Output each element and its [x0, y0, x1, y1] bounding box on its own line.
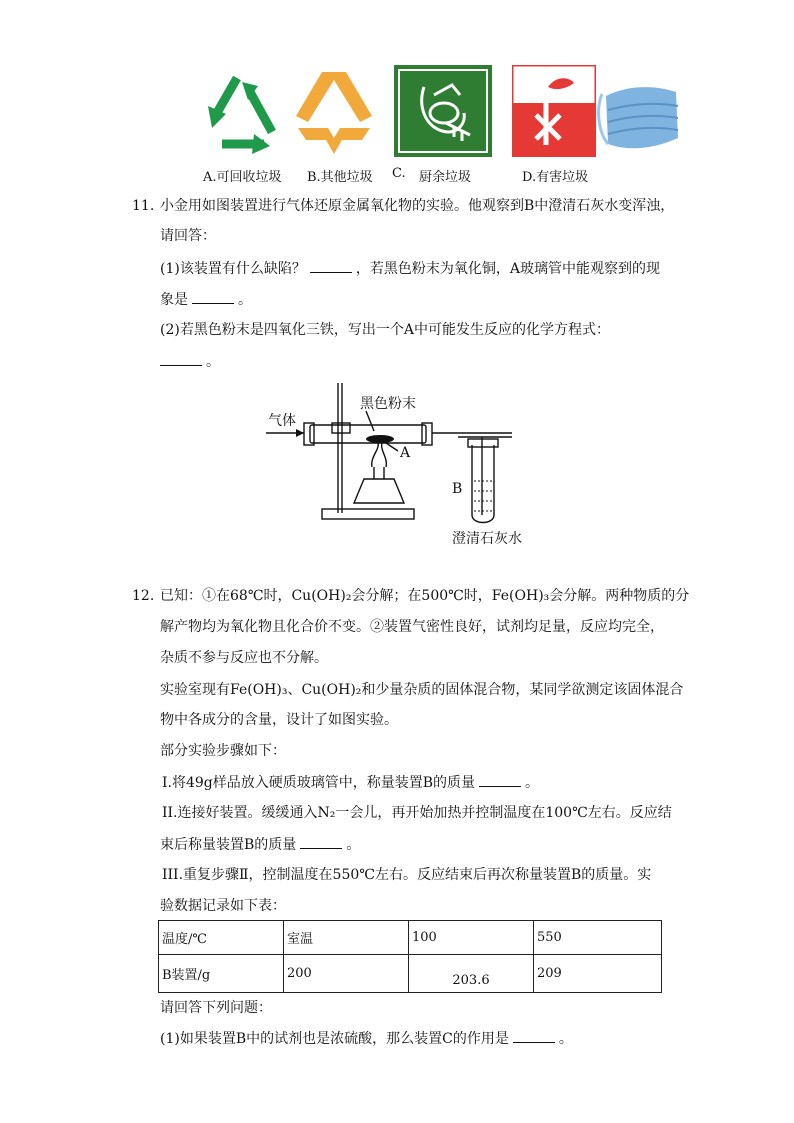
hazardous-waste-icon — [512, 65, 596, 157]
data-table — [158, 920, 662, 993]
q11-part1-line — [160, 258, 660, 279]
label-gas: 气体 — [268, 413, 296, 429]
face-mask-image — [596, 78, 682, 158]
answer-blank[interactable] — [513, 1028, 555, 1043]
table-cell: B装置/g — [159, 955, 284, 993]
q12-steps-heading: 部分实验步骤如下： — [160, 743, 286, 759]
label-black-powder: 黑色粉末 — [360, 396, 416, 412]
label-b: B — [452, 481, 463, 497]
table-cell: 209 — [534, 955, 662, 993]
table-row — [159, 921, 662, 955]
q12-step3-line1: III.重复步骤Ⅱ，控制温度在550℃左右。反应结束后再次称量装置B的质量。实 — [162, 867, 652, 883]
q12-step3-line2: 验数据记录如下表： — [160, 898, 286, 914]
table-cell: 温度/℃ — [159, 921, 284, 955]
caption-hazardous: D.有害垃圾 — [522, 170, 589, 185]
q12-step1-end: 。 — [525, 775, 540, 791]
q12-known-line2: 解产物均为氧化物且化合价不变。②装置气密性良好，试剂均足量，反应均完全， — [160, 619, 664, 635]
q11-part2-text-b: 。 — [206, 354, 220, 370]
q11-part2-line2 — [160, 351, 220, 372]
kitchen-waste-icon — [394, 65, 492, 157]
recycle-bin-sign — [192, 66, 282, 156]
table-cell: 200 — [284, 955, 409, 993]
question-11-number: 11. — [132, 198, 155, 214]
caption-other: B.其他垃圾 — [307, 170, 373, 185]
q11-stem-line2: 请回答： — [160, 228, 216, 244]
label-limewater: 澄清石灰水 — [452, 531, 522, 547]
label-a: A — [400, 445, 411, 461]
q11-part1-text-d: 。 — [238, 292, 252, 308]
q11-part1-text-b: ，若黑色粉末为氧化铜，A玻璃管中能观察到的现 — [355, 261, 660, 277]
q11-part1-line2 — [160, 289, 252, 310]
face-mask-icon — [596, 78, 682, 158]
q12-step2-line2 — [160, 834, 360, 855]
q12-known-line1: 已知：①在68℃时，Cu(OH)₂会分解；在500℃时，Fe(OH)₃会分解。两种物质的分 — [160, 588, 690, 604]
answer-blank[interactable] — [310, 258, 352, 273]
answer-blank[interactable] — [300, 834, 342, 849]
q12-step1-text: I.将49g样品放入硬质玻璃管中，称量装置B的质量 — [162, 775, 476, 791]
answer-blank[interactable] — [479, 772, 521, 787]
answer-blank[interactable] — [160, 351, 202, 366]
q12-setup-line2: 物中各成分的含量，设计了如图实验。 — [160, 712, 398, 728]
question-12-number: 12. — [132, 588, 155, 604]
q12-prompt: 请回答下列问题： — [160, 1000, 272, 1016]
hazardous-waste-sign — [512, 65, 596, 157]
q12-question-1-end: 。 — [558, 1031, 573, 1047]
table-row — [159, 955, 662, 993]
q11-part1-text-c: 象是 — [160, 292, 188, 308]
other-waste-icon — [292, 66, 376, 156]
answer-blank[interactable] — [192, 289, 234, 304]
q11-stem-line1: 小金用如图装置进行气体还原金属氧化物的实验。他观察到B中澄清石灰水变浑浊， — [160, 198, 675, 214]
other-waste-sign — [292, 66, 376, 156]
kitchen-waste-sign — [394, 65, 492, 157]
q12-step1 — [162, 772, 539, 793]
q12-step2-end: 。 — [346, 837, 361, 853]
q12-question-1-text: (1)如果装置B中的试剂也是浓硫酸，那么装置C的作用是 — [160, 1031, 509, 1047]
apparatus-diagram — [262, 375, 532, 550]
q12-step2-text: 束后称量装置B的质量 — [160, 837, 297, 853]
q12-known-line3: 杂质不参与反应也不分解。 — [160, 650, 328, 666]
q12-setup-line1: 实验室现有Fe(OH)₃、Cu(OH)₂和少量杂质的固体混合物，某同学欲测定该固体混合 — [160, 682, 684, 698]
q11-part1-text-a: (1)该装置有什么缺陷？ — [160, 261, 306, 277]
q12-step2-line1: II.连接好装置。缓缓通入N₂一会儿，再开始加热并控制温度在100℃左右。反应结 — [162, 805, 672, 821]
table-cell: 550 — [534, 921, 662, 955]
caption-recyclable: A.可回收垃圾 — [203, 170, 282, 185]
table-cell: 100 — [409, 921, 534, 955]
q11-part2-line: (2)若黑色粉末是四氧化三铁，写出一个A中可能发生反应的化学方程式： — [160, 322, 610, 338]
table-cell: 室温 — [284, 921, 409, 955]
table-cell: 203.6 — [409, 955, 534, 993]
recycle-icon — [192, 66, 282, 156]
caption-kitchen: 厨余垃圾 — [419, 170, 472, 185]
q12-question-1 — [160, 1028, 573, 1049]
caption-c-letter: C. — [392, 166, 406, 181]
